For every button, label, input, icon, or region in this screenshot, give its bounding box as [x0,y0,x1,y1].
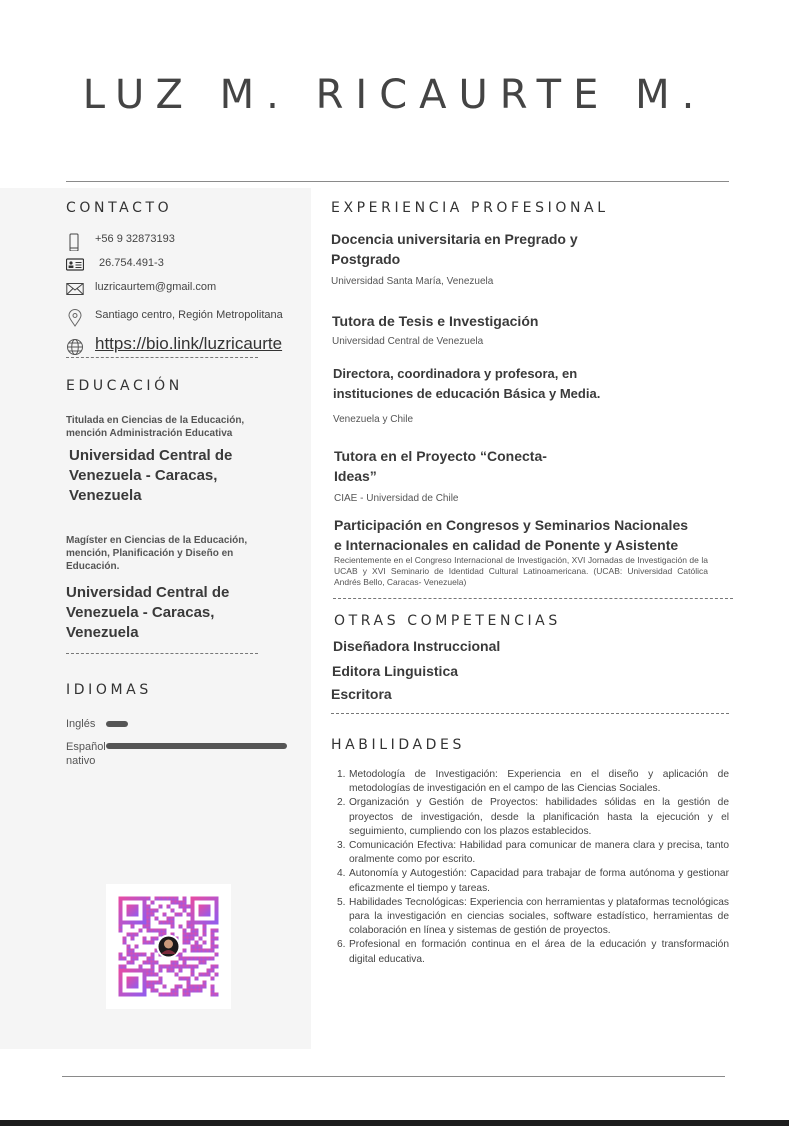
experience-desc-5: Recientemente en el Congreso Internacional de Investigación, XVI Jornadas de Investigación de la UCAB y XVI Seminario de Identidad Cultural Latinoamericana. (UCAB: Universidad Católica Andrés Bello, Caracas- Venezuela) [334,555,708,587]
education-degree-2: Magíster en Ciencias de la Educación, mención, Planificación y Diseño en Educación. [66,535,248,572]
experience-org-1: Universidad Santa María, Venezuela [331,276,494,287]
contact-link-row [66,336,306,356]
language-name-2: Español nativo [66,741,106,767]
education-institution-2: Universidad Central de Venezuela - Caracas, Venezuela [66,584,230,641]
language-name-1: Inglés [66,718,96,730]
contact-id-row [66,255,306,275]
contact-email-row [66,279,306,299]
qr-code[interactable] [106,884,231,1009]
education-degree-1: Titulada en Ciencias de la Educación, mención Administración Educativa [66,415,245,439]
experience-org-4: CIAE - Universidad de Chile [334,493,459,504]
id-card-icon [66,257,84,273]
contact-phone: +56 9 32873193 [95,233,175,245]
language-level-track-1 [106,721,287,727]
contact-biolink[interactable]: https://bio.link/luzricaurte [95,334,283,353]
education-divider [66,653,258,654]
competencies-section-title: OTRAS COMPETENCIAS [334,613,561,629]
person-name: LUZ M. RICAURTE M. [82,72,707,118]
contact-divider [66,357,258,358]
contact-location: Santiago centro, Región Metropolitana [95,309,283,321]
phone-icon [66,231,84,251]
experience-divider [333,598,733,599]
skill-item: 6. Profesional en formación continua en el área de la educación y transformación digital educativa. [337,939,729,965]
competency-1: Diseñadora Instruccional [333,638,501,654]
education-section-title: EDUCACIÓN [66,378,183,394]
globe-icon [66,338,84,356]
competency-3: Escritora [331,686,392,702]
experience-org-3: Venezuela y Chile [333,414,414,425]
contact-section-title: CONTACTO [66,200,173,216]
skill-item: 2. Organización y Gestión de Proyectos: habilidades sólidas en la gestión de proyectos de investigación, desde la planificación hasta la ejecución y el seguimiento, cumpliendo con los plazos establecidos. [337,797,729,837]
experience-title-1: Docencia universitaria en Pregrado y Postgrado [331,231,578,267]
competency-2: Editora Linguistica [332,663,459,679]
contact-location-row [66,307,306,327]
bottom-divider [62,1076,725,1077]
skill-item: 4. Autonomía y Autogestión: Capacidad para trabajar de forma autónoma y gestionar eficazmente el tiempo y tareas. [337,868,729,894]
experience-title-4: Tutora en el Proyecto “Conecta- Ideas” [334,448,547,484]
contact-phone-row [66,231,306,251]
skills-section-title: HABILIDADES [331,737,465,753]
qr-code-graphic [106,884,231,1009]
education-institution-1: Universidad Central de Venezuela - Caracas, Venezuela [69,447,233,504]
skill-item: 3. Comunicación Efectiva: Habilidad para comunicar de manera clara y precisa, tanto oralmente como por escrito. [337,840,729,866]
skills-list [332,768,729,967]
languages-section-title: IDIOMAS [66,682,152,698]
language-level-bar-2 [106,743,287,749]
experience-org-2: Universidad Central de Venezuela [332,336,484,347]
contact-email[interactable]: luzricaurtem@gmail.com [95,281,217,293]
skill-item: 5. Habilidades Tecnológicas: Experiencia con herramientas y plataformas tecnológicas para la investigación en ciencias sociales, software estadístico, herramientas de colaboración en línea y sistemas de gestión de proyectos. [337,896,729,937]
language-level-track-2 [106,743,287,749]
experience-title-3: Directora, coordinadora y profesora, en instituciones de educación Básica y Media. [333,366,601,401]
contact-id: 26.754.491-3 [99,257,164,269]
footer-bar [0,1120,789,1126]
competencies-divider [331,713,729,714]
top-divider [66,181,729,182]
experience-title-2: Tutora de Tesis e Investigación [332,313,539,329]
experience-title-5: Participación en Congresos y Seminarios Nacionales e Internacionales en calidad de Ponente y Asistente [334,517,689,553]
language-level-bar-1 [106,721,128,727]
location-pin-icon [66,309,84,327]
mail-icon [66,281,84,297]
experience-section-title: EXPERIENCIA PROFESIONAL [331,200,609,216]
skill-item: 1. Metodología de Investigación: Experiencia en el diseño y aplicación de metodologías de investigación en el campo de las Ciencias Sociales. [337,769,729,795]
